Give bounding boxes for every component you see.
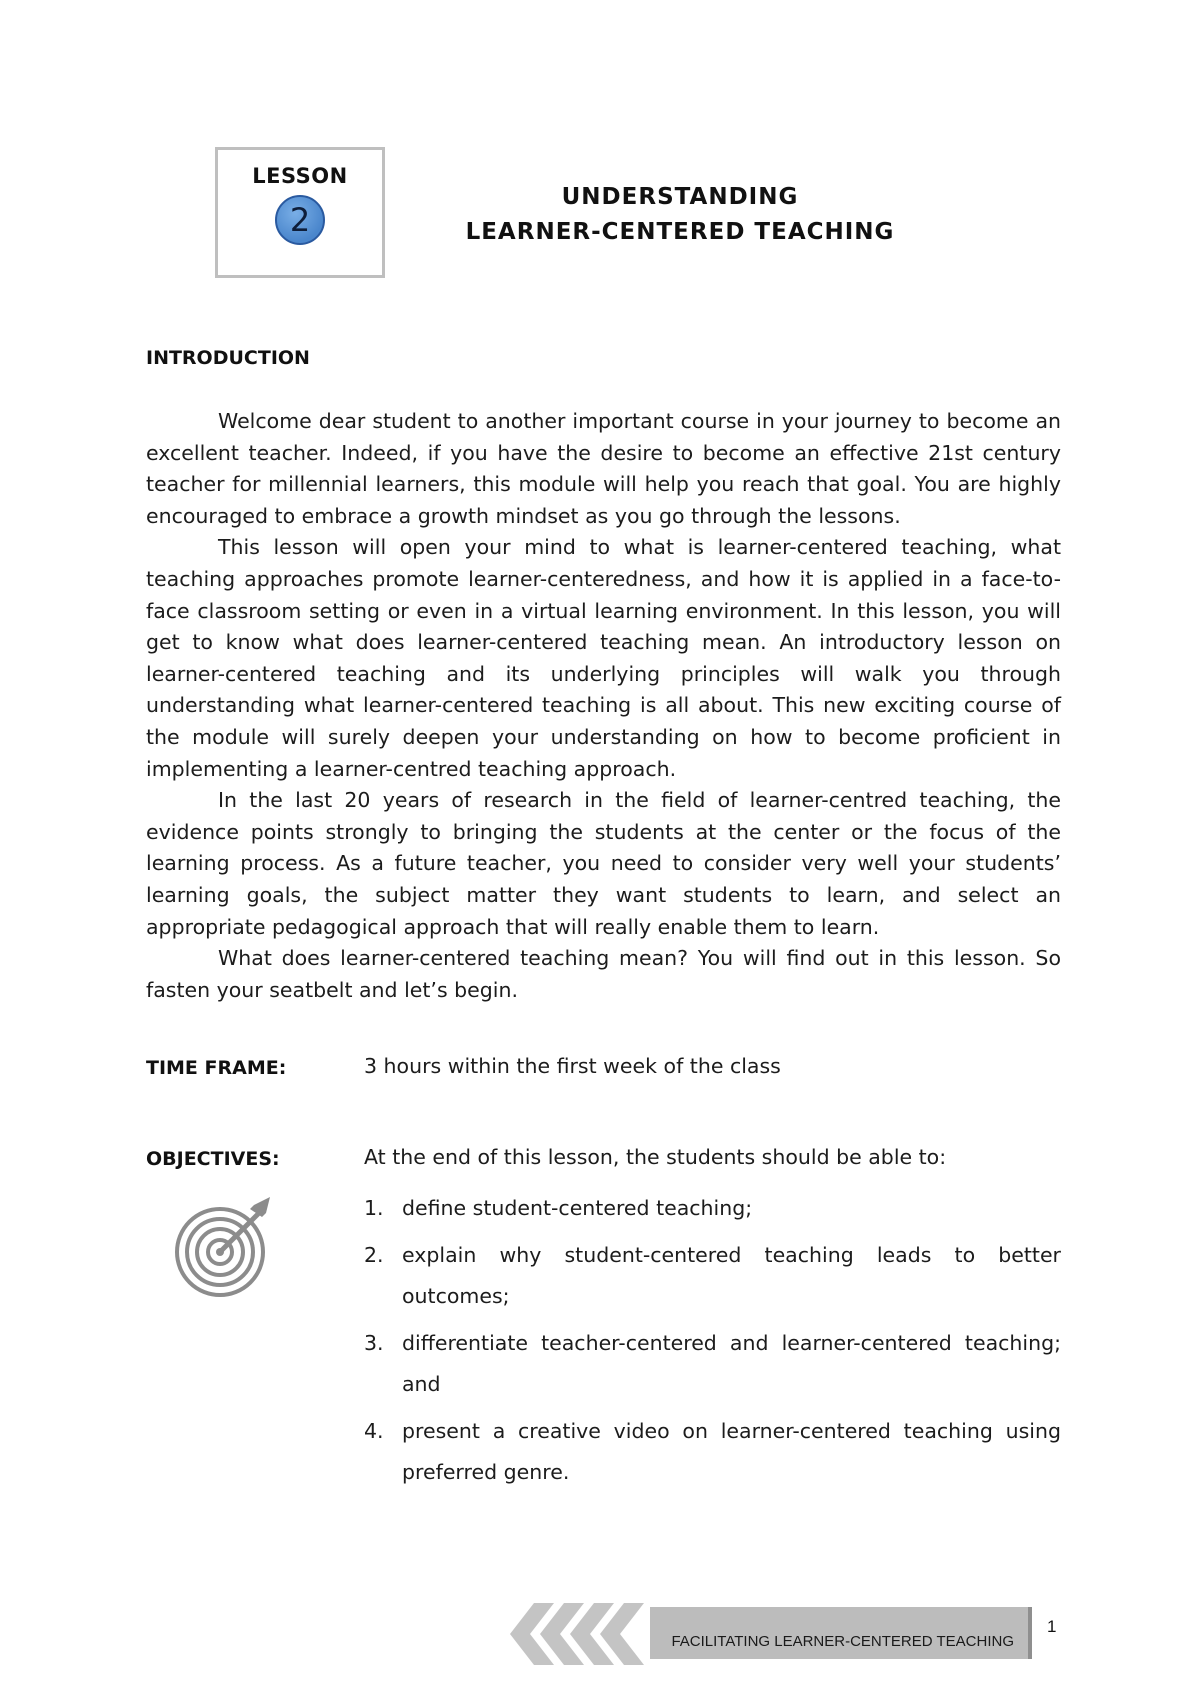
intro-paragraph: What does learner-centered teaching mean? You will find out in this lesson. So fasten your seatbelt and let’s begin. — [146, 946, 1061, 1002]
objectives-label: OBJECTIVES: — [146, 1148, 280, 1170]
objectives-list — [364, 1188, 1061, 1499]
objective-text: define student-centered teaching; — [402, 1196, 753, 1220]
lesson-number-circle: 2 — [275, 195, 325, 245]
lesson-badge — [215, 147, 385, 278]
time-frame-value: 3 hours within the first week of the class — [364, 1054, 781, 1078]
objective-number: 4. — [364, 1419, 384, 1443]
introduction-heading: INTRODUCTION — [146, 347, 310, 369]
objective-number: 3. — [364, 1331, 384, 1355]
intro-paragraph: Welcome dear student to another important course in your journey to become an excellent teacher. Indeed, if you have the desire to become an effective 21st century teacher for millennial learners, this module will help you reach that goal. You are highly encouraged to embrace a growth mindset as you go through the lessons. — [146, 409, 1061, 528]
objectives-intro: At the end of this lesson, the students should be able to: — [364, 1145, 947, 1169]
objective-text: explain why student-centered teaching leads to better outcomes; — [402, 1243, 1061, 1308]
lesson-title-line-1: UNDERSTANDING — [561, 184, 799, 210]
objective-item — [364, 1323, 1061, 1405]
target-icon — [170, 1195, 280, 1305]
chevron-arrows-icon — [510, 1603, 650, 1665]
lesson-title — [420, 180, 940, 250]
objective-item — [364, 1235, 1061, 1317]
lesson-title-line-2: LEARNER-CENTERED TEACHING — [465, 219, 895, 245]
objective-text: present a creative video on learner-centered teaching using preferred genre. — [402, 1419, 1061, 1484]
footer-bar — [650, 1607, 1032, 1659]
intro-paragraph: In the last 20 years of research in the field of learner-centred teaching, the evidence points strongly to bringing the students at the center or the focus of the learning process. As a future teacher, you need to consider very well your students’ learning goals, the subject matter they want students to learn, and select an appropriate pedagogical approach that will really enable them to learn. — [146, 788, 1061, 939]
objective-item — [364, 1411, 1061, 1493]
time-frame-label: TIME FRAME: — [146, 1057, 287, 1079]
page-number: 1 — [1047, 1617, 1057, 1636]
intro-paragraph: This lesson will open your mind to what is learner-centered teaching, what teaching approaches promote learner-centeredness, and how it is applied in a face-to-face classroom setting or even in a virtual learning environment. In this lesson, you will get to know what does learner-centered teaching mean. An introductory lesson on learner-centered teaching and its underlying principles will walk you through understanding what learner-centered teaching is all about. This new exciting course of the module will surely deepen your understanding on how to become proficient in implementing a learner-centred teaching approach. — [146, 535, 1061, 781]
footer-title: FACILITATING LEARNER-CENTERED TEACHING — [671, 1633, 1014, 1650]
lesson-label: LESSON — [252, 164, 348, 188]
objective-number: 1. — [364, 1196, 384, 1220]
objective-number: 2. — [364, 1243, 384, 1267]
objective-text: differentiate teacher-centered and learner-centered teaching; and — [402, 1331, 1061, 1396]
introduction-body — [146, 406, 1061, 1006]
objective-item — [364, 1188, 1061, 1229]
